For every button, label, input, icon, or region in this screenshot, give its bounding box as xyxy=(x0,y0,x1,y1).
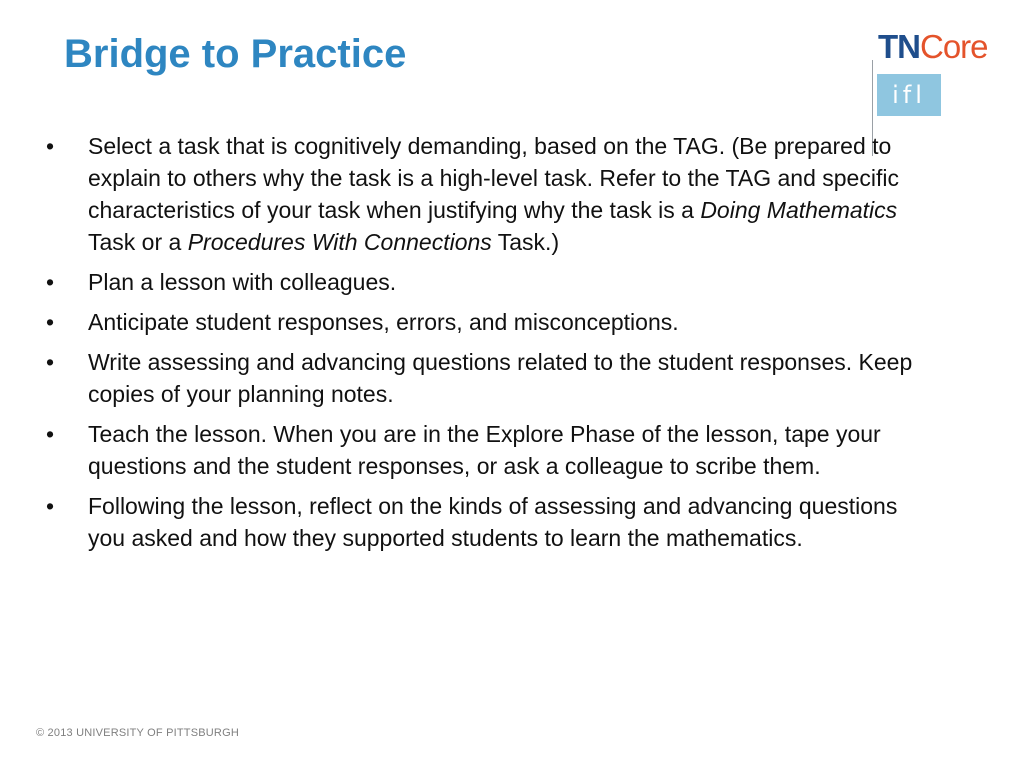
bullet-text: Write assessing and advancing questions related to the student responses. Keep copies of your planning notes. xyxy=(88,349,913,407)
bullet-marker: • xyxy=(46,133,55,159)
bullet-item-write-questions xyxy=(46,346,926,410)
logo-core-text: Core xyxy=(920,28,988,65)
tncore-wordmark xyxy=(878,30,988,63)
slide-title: Bridge to Practice xyxy=(64,32,407,76)
bullet-item-select-task xyxy=(46,130,926,258)
bullet-item-plan-lesson xyxy=(46,266,926,298)
bullet-emphasis-procedures: Procedures With Connections xyxy=(187,229,492,255)
bullet-text: Select a task that is cognitively demanding, based on the TAG. (Be prepared to explain to others why the task is a high-level task. Refer to the TAG and specific characteristics of your task when justifying why the task is a xyxy=(88,133,899,223)
bullet-list xyxy=(46,130,926,562)
bullet-emphasis-doing-mathematics: Doing Mathematics xyxy=(700,197,898,223)
bullet-text: Teach the lesson. When you are in the Explore Phase of the lesson, tape your questions and the student responses, or ask a colleague to scribe them. xyxy=(88,421,881,479)
bullet-item-teach-lesson xyxy=(46,418,926,482)
bullet-marker: • xyxy=(46,349,55,375)
bullet-text: Task or a xyxy=(88,229,188,255)
bullet-text: Following the lesson, reflect on the kinds of assessing and advancing questions you asked and how they supported students to learn the mathematics. xyxy=(88,493,898,551)
bullet-text: Anticipate student responses, errors, and misconceptions. xyxy=(88,309,679,335)
bullet-text: Task.) xyxy=(491,229,560,255)
bullet-marker: • xyxy=(46,421,55,447)
bullet-text: Plan a lesson with colleagues. xyxy=(88,269,397,295)
copyright-footer: © 2013 UNIVERSITY OF PITTSBURGH xyxy=(36,727,239,739)
logo-tn-text: TN xyxy=(878,28,920,65)
bullet-item-reflect xyxy=(46,490,926,554)
tncore-ifl-logo xyxy=(872,30,1012,130)
ifl-badge: ifl xyxy=(877,74,941,116)
bullet-marker: • xyxy=(46,309,55,335)
bullet-item-anticipate xyxy=(46,306,926,338)
bullet-marker: • xyxy=(46,493,55,519)
bullet-marker: • xyxy=(46,269,55,295)
